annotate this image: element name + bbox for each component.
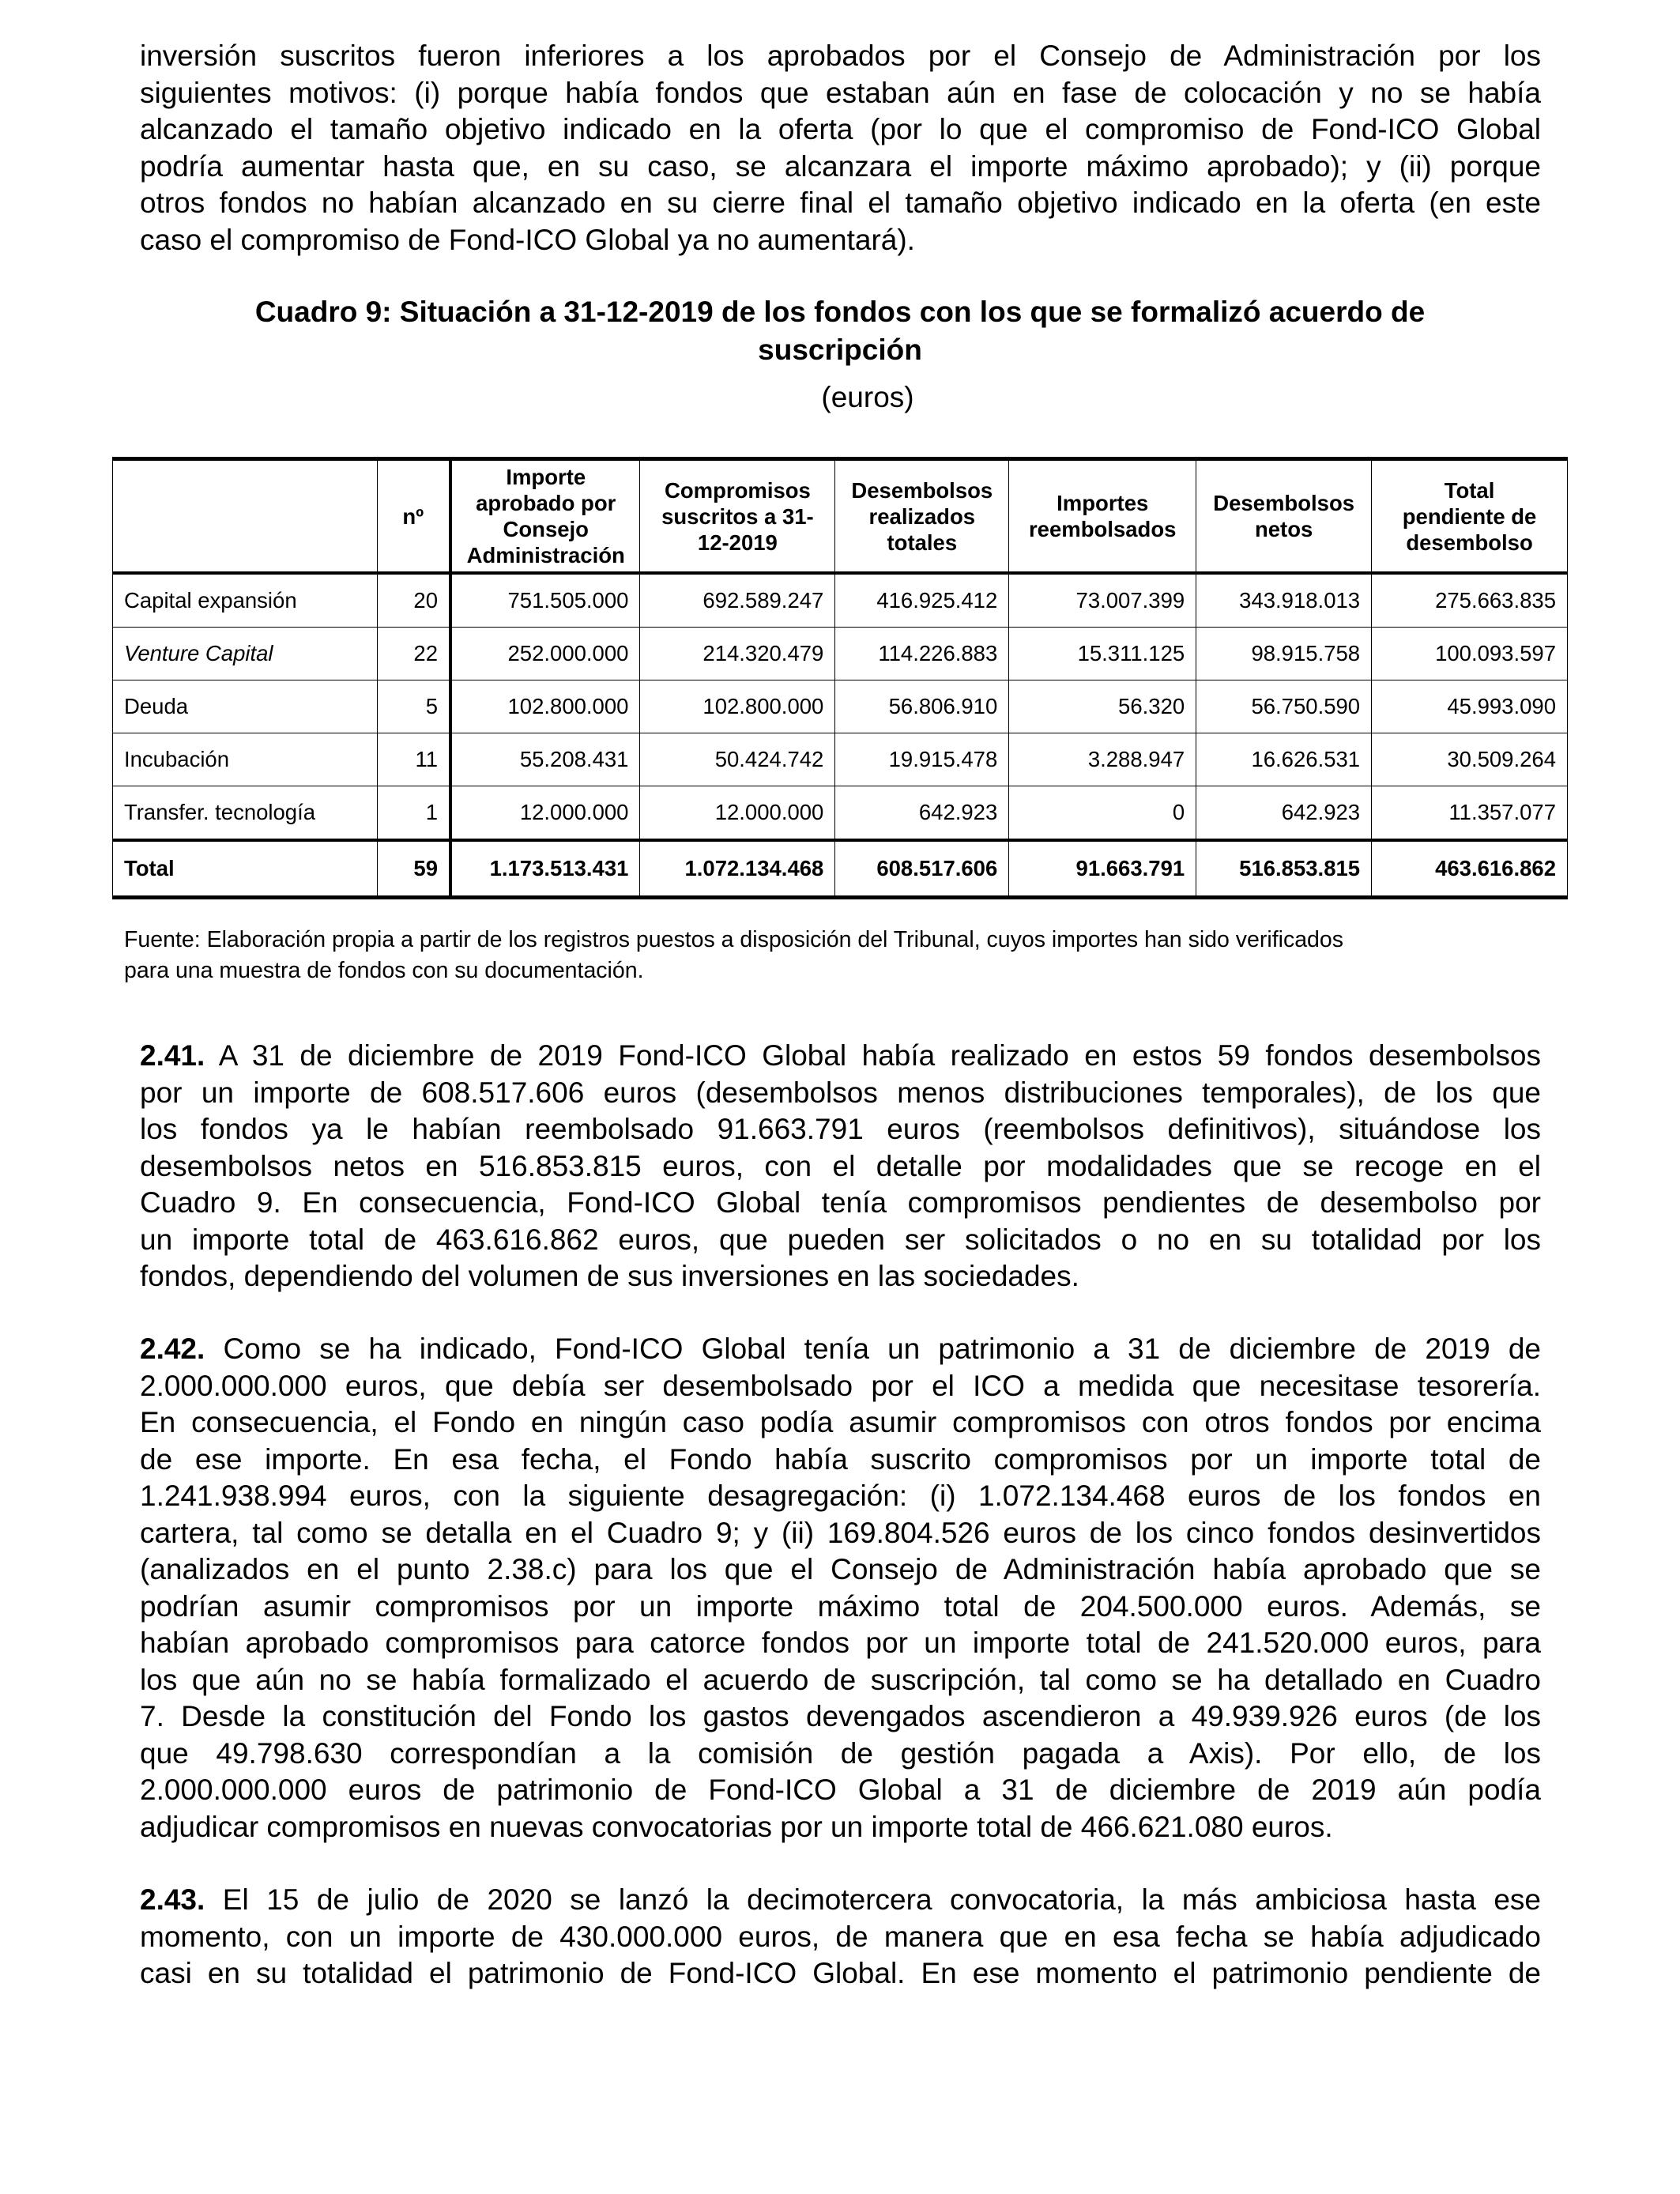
text-line: podrían asumir compromisos por un importe máximo total de 204.500.000 euros. Además, se [140, 1589, 1541, 1623]
header-cell: Compromisos suscritos a 31- 12-2019 [640, 459, 835, 574]
cell: 5 [377, 680, 450, 733]
text-line: 1.241.938.994 euros, con la siguiente desagregación: (i) 1.072.134.468 euros de los fondos en [140, 1480, 1541, 1512]
text-line: caso el compromiso de Fond-ICO Global ya no aumentará). [140, 223, 915, 256]
caption-line: suscripción [758, 334, 922, 366]
text-line: 7. Desde la constitución del Fondo los gastos devengados ascendieron a 49.939.926 euros (de los [140, 1700, 1541, 1732]
section-2-41 [140, 1038, 1541, 1295]
cell: 15.311.125 [1009, 628, 1196, 680]
cell: 45.993.090 [1372, 680, 1568, 733]
text-line: casi en su totalidad el patrimonio de Fond-ICO Global. En ese momento el patrimonio pendiente de [140, 1957, 1541, 1989]
section-number: 2.41. [140, 1039, 205, 1072]
cell: 55.208.431 [450, 733, 640, 786]
text-line: alcanzado el tamaño objetivo indicado en la oferta (por lo que el compromiso de Fond-ICO Global [140, 113, 1541, 145]
text-line: habían aprobado compromisos para catorce fondos por un importe total de 241.520.000 euros, para [140, 1627, 1541, 1659]
cell: 3.288.947 [1009, 733, 1196, 786]
cell: 16.626.531 [1196, 733, 1372, 786]
cell: 50.424.742 [640, 733, 835, 786]
row-label: Transfer. tecnología [113, 786, 378, 841]
cell: 416.925.412 [835, 573, 1009, 628]
funds-table [112, 457, 1568, 899]
text-line: inversión suscritos fueron inferiores a los aprobados por el Consejo de Administración por los [140, 40, 1541, 72]
cell: 98.915.758 [1196, 628, 1372, 680]
table-row [113, 680, 1568, 733]
text-line: 2.42. Como se ha indicado, Fond-ICO Global tenía un patrimonio a 31 de diciembre de 2019 de [140, 1333, 1541, 1365]
table-row [113, 573, 1568, 628]
text-line: 2.41. A 31 de diciembre de 2019 Fond-ICO Global había realizado en estos 59 fondos desembolsos [140, 1039, 1541, 1072]
row-label: Capital expansión [113, 573, 378, 628]
cell: 343.918.013 [1196, 573, 1372, 628]
cell: 275.663.835 [1372, 573, 1568, 628]
caption-line: Cuadro 9: Situación a 31-12-2019 de los fondos con los que se formalizó acuerdo de [254, 296, 1426, 328]
text-line: un importe total de 463.616.862 euros, que pueden ser solicitados o no en su totalidad por los [140, 1223, 1541, 1256]
cell: 642.923 [1196, 786, 1372, 841]
cell: 692.589.247 [640, 573, 835, 628]
cell: 0 [1009, 786, 1196, 841]
table-total-row [113, 840, 1568, 898]
table-row [113, 628, 1568, 680]
table-caption [0, 293, 1680, 369]
cell: 11.357.077 [1372, 786, 1568, 841]
row-label: Total [113, 840, 378, 898]
cell: 12.000.000 [450, 786, 640, 841]
cell: 91.663.791 [1009, 840, 1196, 898]
cell: 56.806.910 [835, 680, 1009, 733]
text-line: (analizados en el punto 2.38.c) para los que el Consejo de Administración había aprobado que se [140, 1553, 1541, 1585]
text-line: fondos, dependiendo del volumen de sus inversiones en las sociedades. [140, 1260, 1079, 1292]
cell: 22 [377, 628, 450, 680]
text-line: que 49.798.630 correspondían a la comisión de gestión pagada a Axis). Por ello, de los [140, 1736, 1541, 1770]
table-units: (euros) [821, 381, 914, 413]
cell: 59 [377, 840, 450, 898]
text-line: podría aumentar hasta que, en su caso, se alcanzara el importe máximo aprobado); y (ii) porque [140, 149, 1541, 183]
text-line: los que aún no se había formalizado el acuerdo de suscripción, tal como se ha detallado en Cuadro [140, 1663, 1541, 1696]
cell: 463.616.862 [1372, 840, 1568, 898]
section-number: 2.43. [140, 1883, 205, 1916]
header-cell [113, 459, 378, 574]
cell: 1.173.513.431 [450, 840, 640, 898]
text-line: desembolsos netos en 516.853.815 euros, con el detalle por modalidades que se recoge en el [140, 1149, 1541, 1182]
cell: 642.923 [835, 786, 1009, 841]
cell: 20 [377, 573, 450, 628]
source-line: para una muestra de fondos con su documentación. [124, 958, 644, 983]
cell: 608.517.606 [835, 840, 1009, 898]
header-cell: nº [377, 459, 450, 574]
cell: 516.853.815 [1196, 840, 1372, 898]
text-line: cartera, tal como se detalla en el Cuadro 9; y (ii) 169.804.526 euros de los cinco fondos desinvertidos [140, 1516, 1541, 1549]
cell: 252.000.000 [450, 628, 640, 680]
cell: 19.915.478 [835, 733, 1009, 786]
table-row [113, 786, 1568, 841]
cell: 214.320.479 [640, 628, 835, 680]
row-label: Deuda [113, 680, 378, 733]
text-line: 2.000.000.000 euros, que debía ser desembolsado por el ICO a medida que necesitase tesorería. [140, 1369, 1541, 1402]
cell: 114.226.883 [835, 628, 1009, 680]
section-number: 2.42. [140, 1333, 205, 1365]
header-cell: Desembolsos realizados totales [835, 459, 1009, 574]
cell: 102.800.000 [450, 680, 640, 733]
text-line: los fondos ya le habían reembolsado 91.663.791 euros (reembolsos definitivos), situándose los [140, 1113, 1541, 1145]
text-line: por un importe de 608.517.606 euros (desembolsos menos distribuciones temporales), de los que [140, 1076, 1541, 1109]
text-line: 2.43. El 15 de julio de 2020 se lanzó la decimotercera convocatoria, la más ambiciosa hasta ese [140, 1883, 1541, 1916]
cell: 102.800.000 [640, 680, 835, 733]
cell: 11 [377, 733, 450, 786]
section-2-42 [140, 1331, 1541, 1845]
cell: 1 [377, 786, 450, 841]
section-2-43 [140, 1882, 1541, 1992]
cell: 751.505.000 [450, 573, 640, 628]
intro-paragraph [140, 38, 1541, 258]
cell: 12.000.000 [640, 786, 835, 841]
cell: 56.750.590 [1196, 680, 1372, 733]
text-line: 2.000.000.000 euros de patrimonio de Fond-ICO Global a 31 de diciembre de 2019 aún podía [140, 1774, 1541, 1806]
text-line: Cuadro 9. En consecuencia, Fond-ICO Global tenía compromisos pendientes de desembolso por [140, 1186, 1541, 1219]
text-line: otros fondos no habían alcanzado en su cierre final el tamaño objetivo indicado en la oferta (en este [140, 187, 1541, 219]
header-cell: Importe aprobado por Consejo Administración [450, 459, 640, 574]
header-cell: Importes reembolsados [1009, 459, 1196, 574]
text-line: momento, con un importe de 430.000.000 euros, de manera que en esa fecha se había adjudicado [140, 1920, 1541, 1953]
table-header-row [113, 459, 1568, 574]
row-label: Incubación [113, 733, 378, 786]
table-row [113, 733, 1568, 786]
cell: 56.320 [1009, 680, 1196, 733]
cell: 30.509.264 [1372, 733, 1568, 786]
text-line: adjudicar compromisos en nuevas convocatorias por un importe total de 466.621.080 euros. [140, 1810, 1333, 1843]
cell: 100.093.597 [1372, 628, 1568, 680]
header-cell: Desembolsos netos [1196, 459, 1372, 574]
cell: 1.072.134.468 [640, 840, 835, 898]
table-source-note [124, 925, 1554, 986]
text-line: siguientes motivos: (i) porque había fondos que estaban aún en fase de colocación y no se había [140, 76, 1541, 109]
row-label: Venture Capital [113, 628, 378, 680]
source-line: Fuente: Elaboración propia a partir de los registros puestos a disposición del Tribunal, cuyos importes han sido verificados [124, 927, 1343, 952]
text-line: En consecuencia, el Fondo en ningún caso podía asumir compromisos con otros fondos por encima [140, 1406, 1541, 1438]
text-line: de ese importe. En esa fecha, el Fondo había suscrito compromisos por un importe total de [140, 1442, 1541, 1476]
header-cell: Total pendiente de desembolso [1372, 459, 1568, 574]
cell: 73.007.399 [1009, 573, 1196, 628]
